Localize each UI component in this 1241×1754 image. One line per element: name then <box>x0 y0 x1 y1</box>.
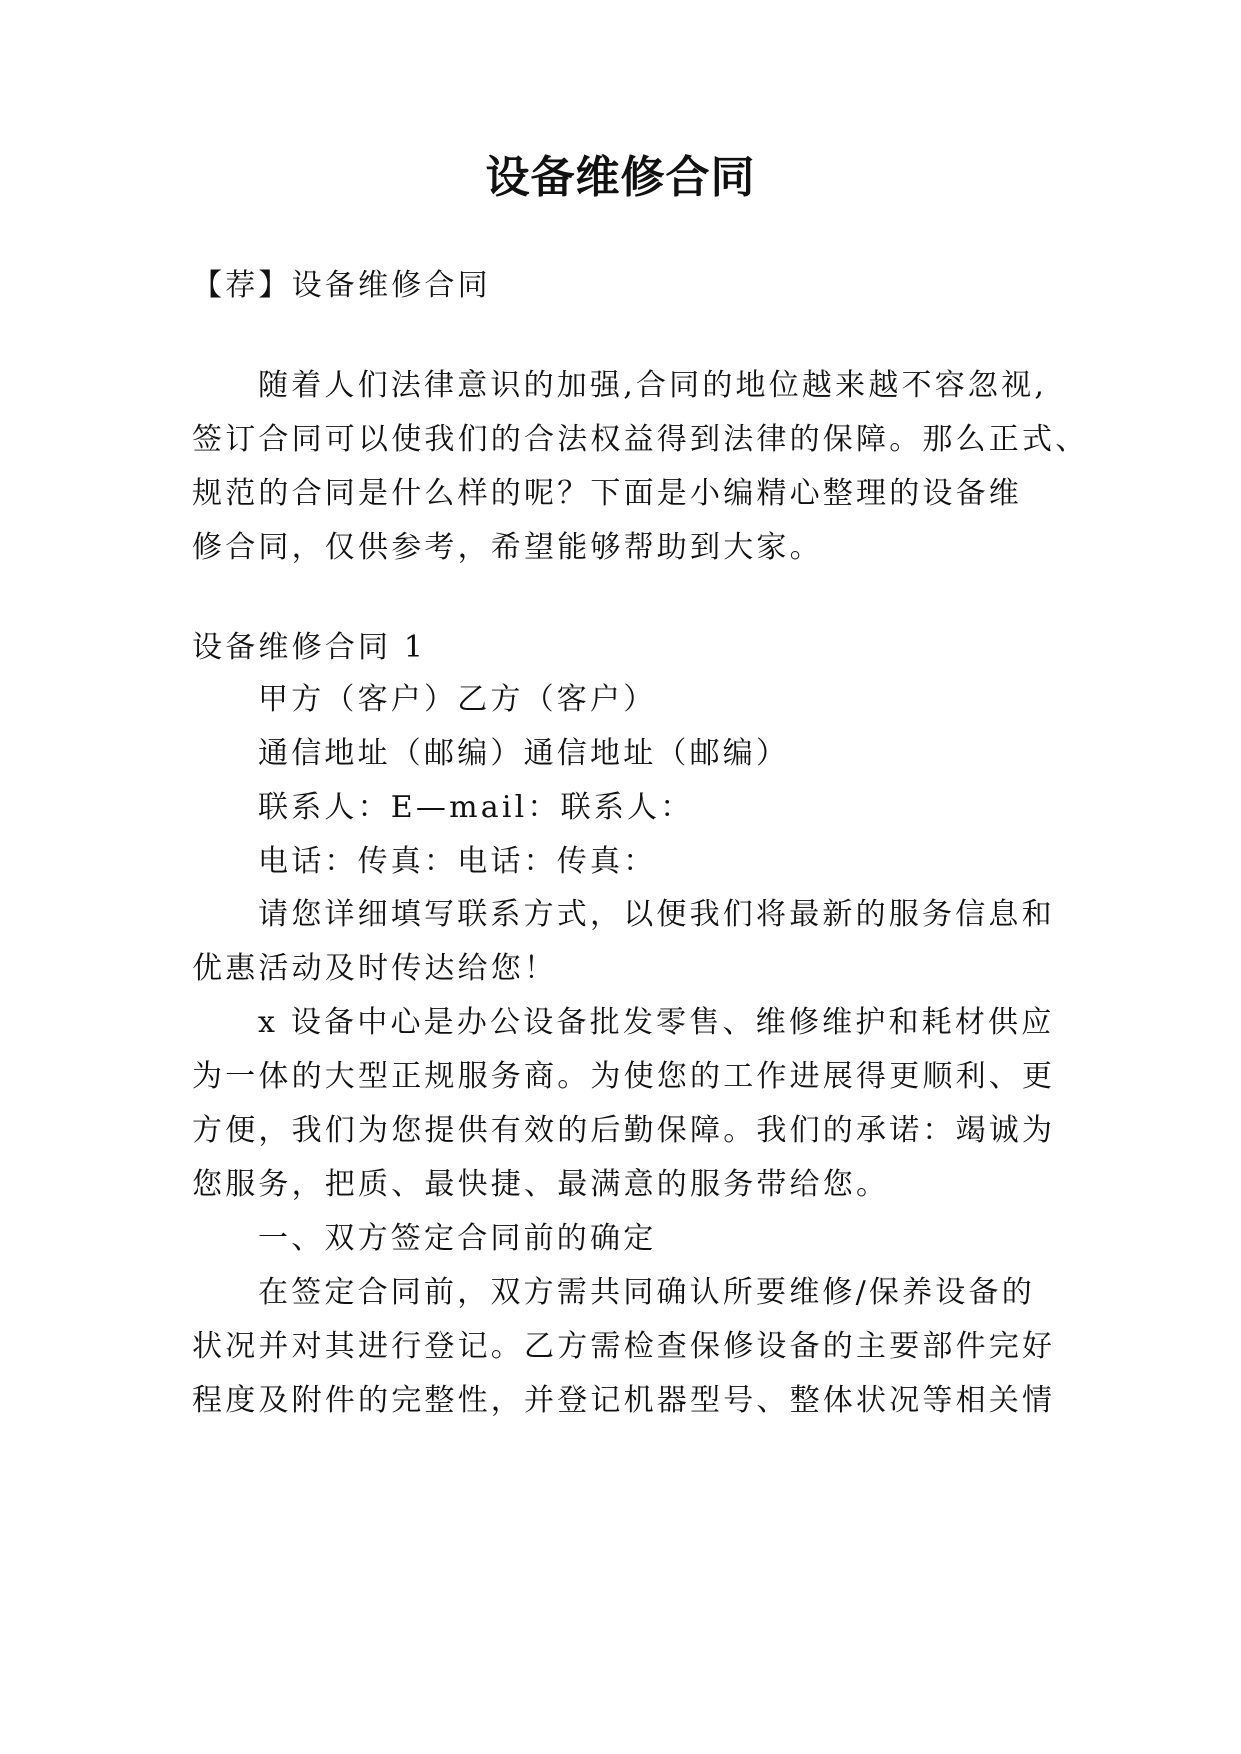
center-line: 为一体的大型正规服务商。为使您的工作进展得更顺利、更 <box>192 1059 1056 1094</box>
center-line: x 设备中心是办公设备批发零售、维修维护和耗材供应 <box>258 1005 1055 1040</box>
document-title: 设备维修合同 <box>485 152 756 203</box>
intro-line: 修合同，仅供参考，希望能够帮助到大家。 <box>192 530 823 565</box>
contact-line: 优惠活动及时传达给您！ <box>192 951 558 986</box>
intro-line: 规范的合同是什么样的呢？下面是小编精心整理的设备维 <box>192 476 1022 511</box>
clause-line: 状况并对其进行登记。乙方需检查保修设备的主要部件完好 <box>192 1329 1056 1364</box>
section-heading: 设备维修合同 1 <box>192 630 427 665</box>
center-line: 方便，我们为您提供有效的后勤保障。我们的承诺：竭诚为 <box>192 1113 1056 1148</box>
intro-line: 签订合同可以使我们的合法权益得到法律的保障。那么正式、 <box>192 422 1089 457</box>
clause-line: 在签定合同前，双方需共同确认所要维修/保养设备的 <box>258 1275 1035 1310</box>
party-line: 联系人：E—mail：联系人： <box>258 790 694 825</box>
clause-heading: 一、双方签定合同前的确定 <box>258 1221 657 1256</box>
party-line: 电话：传真：电话：传真： <box>258 844 657 879</box>
contact-line: 请您详细填写联系方式，以便我们将最新的服务信息和 <box>258 897 1055 932</box>
party-line: 通信地址（邮编）通信地址（邮编） <box>258 736 790 771</box>
intro-line: 随着人们法律意识的加强,合同的地位越来越不容忽视, <box>258 368 1048 403</box>
document-subtitle: 【荐】设备维修合同 <box>192 268 491 303</box>
party-line: 甲方（客户）乙方（客户） <box>258 682 657 717</box>
clause-line: 程度及附件的完整性，并登记机器型号、整体状况等相关情 <box>192 1383 1056 1418</box>
center-line: 您服务，把质、最快捷、最满意的服务带给您。 <box>192 1167 890 1202</box>
